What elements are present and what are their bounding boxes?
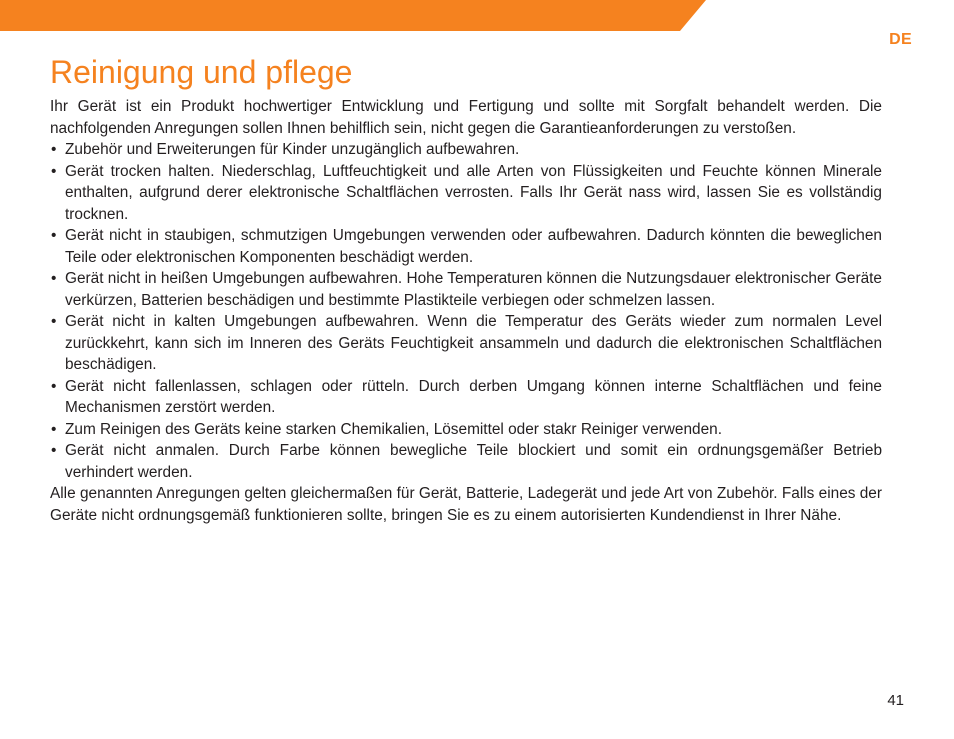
list-item xyxy=(50,139,882,161)
bullet-icon: • xyxy=(51,227,57,244)
list-item xyxy=(50,376,882,419)
list-item-text: Gerät nicht in heißen Umgebungen aufbewahren. Hohe Temperaturen können die Nutzungsdauer elektronischer Geräte verkürzen, Batterien beschädigen und bestimmte Plastikteile verbiegen oder schmelzen lassen. xyxy=(65,270,882,309)
list-item xyxy=(50,440,882,483)
list-item-text: Zum Reinigen des Geräts keine starken Chemikalien, Lösemittel oder stakr Reiniger verwenden. xyxy=(65,420,722,438)
list-item xyxy=(50,161,882,226)
bullet-icon: • xyxy=(51,442,57,459)
page-number: 41 xyxy=(887,692,904,709)
bullet-icon: • xyxy=(51,313,57,330)
list-item-text: Gerät nicht in kalten Umgebungen aufbewahren. Wenn die Temperatur des Geräts wieder zum normalen Level zurückkehrt, kann sich im Inneren des Geräts Feuchtigkeit ansammeln und dadurch die elektronischen Schaltflächen beschädigen. xyxy=(65,313,882,373)
list-item-text: Gerät nicht anmalen. Durch Farbe können bewegliche Teile blockiert und somit ein ordnungsgemäßer Betrieb verhindert werden. xyxy=(65,442,882,481)
list-item xyxy=(50,419,882,441)
bullet-icon: • xyxy=(51,162,57,180)
list-item-text: Gerät nicht fallenlassen, schlagen oder rütteln. Durch derben Umgang können interne Schaltflächen und feine Mechanismen zerstört werden. xyxy=(65,377,882,416)
page-title: Reinigung und pflege xyxy=(50,54,353,90)
bullet-icon: • xyxy=(51,270,57,287)
list-item xyxy=(50,268,882,311)
list-item-text: Gerät nicht in staubigen, schmutzigen Umgebungen verwenden oder aufbewahren. Dadurch könnten die beweglichen Teile oder elektronischen Komponenten beschädigt werden. xyxy=(65,227,882,266)
list-item-text: Gerät trocken halten. Niederschlag, Luftfeuchtigkeit und alle Arten von Flüssigkeiten und Feuchte können Minerale enthalten, aufgrund derer elektronische Schaltflächen verrosten. Falls Ihr Gerät nass wird, lassen Sie es vollständig trocknen. xyxy=(65,162,882,223)
language-label: DE xyxy=(889,31,912,48)
header-accent-band xyxy=(0,0,720,31)
list-item xyxy=(50,225,882,268)
bullet-icon: • xyxy=(51,377,57,395)
closing-paragraph: Alle genannten Anregungen gelten gleichermaßen für Gerät, Batterie, Ladegerät und jede Art von Zubehör. Falls eines der Geräte nicht ordnungsgemäß funktionieren sollte, bringen Sie es zu einem autorisierten Kundendienst in Ihrer Nähe. xyxy=(50,485,882,524)
intro-paragraph: Ihr Gerät ist ein Produkt hochwertiger Entwicklung und Fertigung und sollte mit Sorgfalt behandelt werden. Die nachfolgenden Anregungen sollen Ihnen behilflich sein, nicht gegen die Garantieanforderungen zu verstoßen. xyxy=(50,98,882,137)
list-item xyxy=(50,311,882,376)
body-text xyxy=(50,96,882,526)
care-instructions-list xyxy=(50,139,882,483)
header-accent-shape xyxy=(0,0,706,31)
bullet-icon: • xyxy=(51,420,57,438)
list-item-text: Zubehör und Erweiterungen für Kinder unzugänglich aufbewahren. xyxy=(65,141,520,158)
bullet-icon: • xyxy=(51,141,57,158)
